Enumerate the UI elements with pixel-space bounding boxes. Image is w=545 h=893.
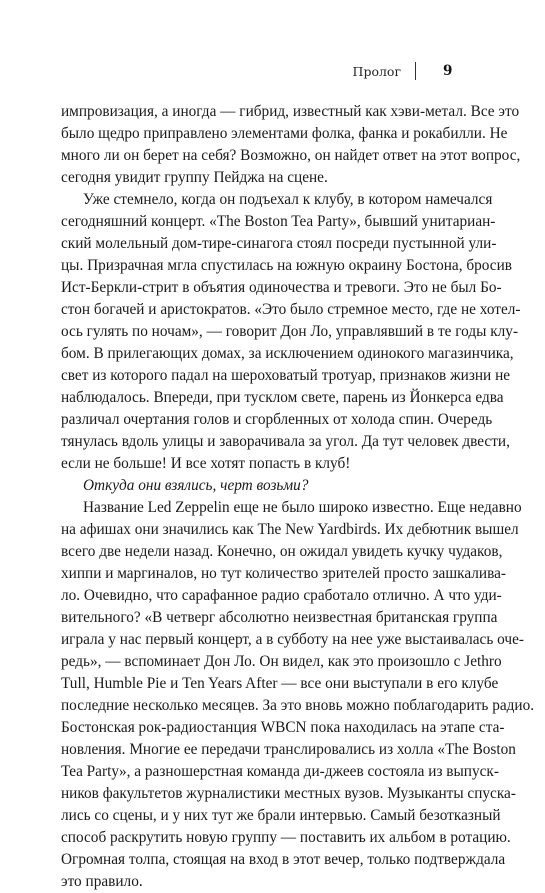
text-line: это правило. [61, 873, 143, 890]
text-line: если не больше! И все хотят попасть в клуб! [61, 455, 351, 472]
text-line: наблюдалось. Впереди, при тусклом свете, парень из Йонкерса едва [61, 389, 504, 406]
text-line: Tea Party», а разношерстная команда ди-джеев состояла из выпуск- [61, 763, 499, 780]
text-line: редь», — вспоминает Дон Ло. Он видел, как это произошло с Jethro [61, 653, 502, 670]
text-line: Название Led Zeppelin еще не было широко известно. Еще недавно [83, 499, 522, 516]
text-line: последние несколько месяцев. За это вновь можно поблагодарить радио. [61, 697, 535, 714]
paragraph [61, 475, 483, 497]
text-line: цы. Призрачная мгла спустилась на южную окраину Бостона, бросив [61, 257, 512, 274]
text-line: Огромная толпа, стоящая на вход в этот вечер, только подтверждала [61, 851, 506, 868]
text-line: сегодня увидит группу Пейджа на сцене. [61, 169, 328, 186]
text-line: Уже стемнело, когда он подъехал к клубу, в котором намечался [83, 191, 493, 208]
text-line: ось гулять по ночам», — говорит Дон Ло, управлявший в те годы клу- [61, 323, 519, 340]
text-line: было щедро приправлено элементами фолка, фанка и рокабилли. Не [61, 125, 508, 142]
text-line: ло. Очевидно, что сарафанное радио сработало отлично. А что уди- [61, 587, 502, 604]
text-line: различал очертания голов и сгорбленных от холода спин. Очередь [61, 411, 493, 428]
text-line: играла у нас первый концерт, а в субботу на нее уже выстаивалась оче- [61, 631, 524, 648]
paragraph [61, 189, 521, 475]
text-line: на афишах они значились как The New Yardbirds. Их дебютник вышел [61, 521, 519, 538]
header-divider [415, 62, 416, 80]
text-line: бом. В прилегающих домах, за исключением одинокого магазинчика, [61, 345, 514, 362]
text-line: ников факультетов журналистики местных вузов. Музыканты спуска- [61, 785, 516, 802]
paragraph [61, 101, 521, 189]
text-line: много ли он берет на себя? Возможно, он найдет ответ на этот вопрос, [61, 147, 521, 164]
running-head: Пролог [352, 64, 401, 79]
text-line: Откуда они взялись, черт возьми? [83, 477, 309, 494]
text-line: новления. Многие ее передачи транслировались из холла «The Boston [61, 741, 516, 758]
text-line: лись со сцены, и у них тут же брали интервью. Самый безотказный [61, 807, 501, 824]
text-line: Ист-Беркли-стрит в объятия одиночества и тревоги. Это не был Бо- [61, 279, 502, 296]
text-line: импровизация, а иногда — гибрид, известный как хэви-метал. Все это [61, 103, 520, 120]
page-number: 9 [443, 63, 453, 79]
text-line: вительного? «В четверг абсолютно неизвестная британская группа [61, 609, 498, 626]
text-line: ский молельный дом-тире-синагога стоял посреди пустынной ули- [61, 235, 497, 252]
text-line: тянулась вдоль улицы и заворачивала за угол. Да тут человек двести, [61, 433, 510, 450]
text-line: хиппи и маргиналов, но тут количество зрителей просто зашкалива- [61, 565, 506, 582]
text-line: свет из которого падал на шероховатый тротуар, признаков жизни не [61, 367, 511, 384]
body-text [61, 101, 535, 893]
text-line: способ раскрутить новую группу — поставить их альбом в ротацию. [61, 829, 511, 846]
text-line: всего две недели назад. Конечно, он ожидал увидеть кучку чудаков, [61, 543, 503, 560]
text-line: Бостонская рок-радиостанция WBCN пока находилась на этапе ста- [61, 719, 505, 736]
text-line: Tull, Humble Pie и Ten Years After — все они выступали в его клубе [61, 675, 499, 692]
text-line: стон богачей и аристократов. «Это было стремное место, где не хотел- [61, 301, 521, 318]
paragraph [61, 497, 535, 893]
page-header [0, 63, 545, 83]
text-line: сегодняшний концерт. «The Boston Tea Party», бывший унитариан- [61, 213, 496, 230]
